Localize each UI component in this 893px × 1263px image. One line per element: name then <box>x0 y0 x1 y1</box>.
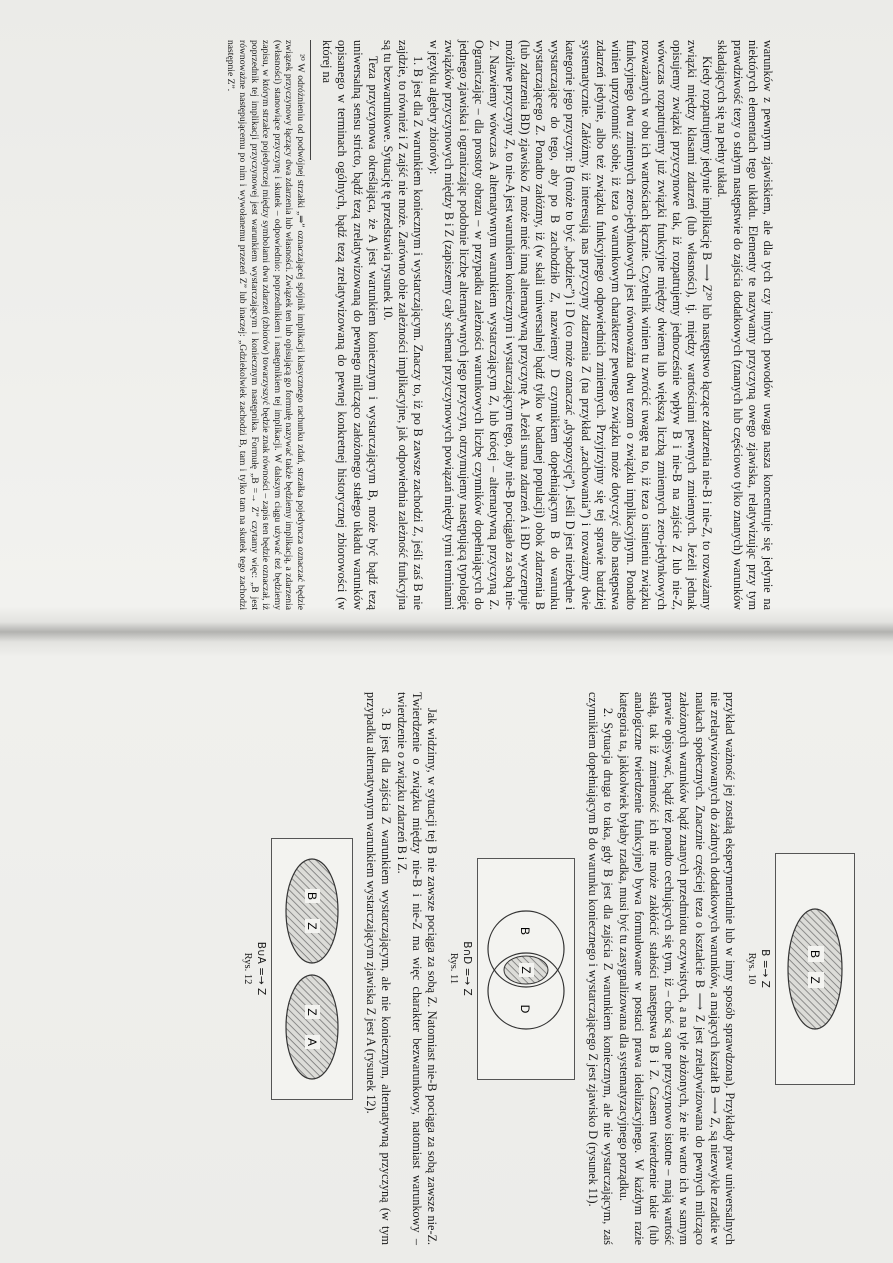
set-label-b: B <box>808 949 822 958</box>
figure-11-caption: Rys. 11 <box>447 952 459 985</box>
right-page <box>0 632 893 1263</box>
set-label-a: A <box>304 1037 319 1046</box>
footnote-rule <box>310 40 311 160</box>
set-label-z: Z <box>808 975 822 984</box>
paragraph: 2. Sytuacja druga to taka, gdy B jest dla zajścia Z warunkiem koniecznym, ale nie wystarczającym, zaś czynnikiem dopełniającym B do warunku koniecznego i wystarczającego Z jest zjawisko D (rysunek 11). <box>586 692 616 1245</box>
paragraph: Kiedy rozpatrujemy jedynie implikację B ⟶ Z²⁰ lub następstwo łączące zdarzenia nie-B i nie-Z, to rozważamy związki między klasami zdarzeń (lub własności), tj. między wartościami pewnych zmiennych. Jeżeli jednak opisujemy związki przyczynowe tak, iż rozpatrujemy jednocześnie wpływ B i nie-B na zajście Z lub nie-Z, wówczas rozpatrujemy już związki funkcyjne między dwiema lub większą liczbą zmiennych zero-jedynkowych rozważanych w obu ich wartościach łącznie. Czytelnik winien tu zwrócić uwagę na to, iż teza o istnieniu związku funkcyjnego dwu zmiennych zero-jedynkowych jest równoważna dwu tezom o związku implikacyjnym. Ponadto winien uprzytomnić sobie, iż teza o warunkowym charakterze pewnego związku może dotyczyć albo następstwa zdarzeń jedynie, albo też związku funkcyjnego odpowiednich zmiennych. Przyjrzyjmy się tej sprawie bardziej systematycznie. Załóżmy, iż interesują nas przyczyny zdarzenia Z (na przykład „zachowania”) i rozważmy dwie kategorie jego przyczyn: B (może to być „bodziec”) i D (co może oznaczać „dyspozycję”). Jeśli D jest niezbędne i wystarczające do tego, aby po B zachodziło Z, nazwiemy D czynnikiem dopełniającym B do warunku wystarczającego Z. Ponadto załóżmy, iż (w skali uniwersalnej bądź tylko w badanej populacji) obok zdarzenia B (lub zdarzenia BD) zjawisko Z może mieć inną alternatywną przyczynę A. Jeżeli suma zdarzeń A i BD wyczerpuje możliwe przyczyny Z, to nie-A jest warunkiem koniecznym i wystarczającym tego, aby nie-B pociągało za sobą nie-Z. Nazwiemy wówczas A alternatywnym warunkiem wystarczającym Z, lub krócej – alternatywną przyczyną Z. Ograniczając – dla prostoty obrazu – w przypadku zależności warunkowych liczbę czynników dopełniających do jednego zjawiska i ograniczając podobnie liczbę alternatywnych jego przyczyn, otrzymujemy następującą typologię związków przyczynowych między B i Z (zapiszemy cały schemat przyczynowych powiązań między tymi terminami w języku algebry zbiorów): <box>426 40 715 610</box>
set-bz-ellipse <box>788 909 842 1029</box>
figure-10 <box>775 853 855 1085</box>
footnote: ²⁰ W odróżnieniu od podwójnej strzałki „⇒” oznaczającej spójnik implikacji klasycznego rachunku zdań, strzałka pojedyncza oznaczać będzie związek przyczynowy łączący dwa zdarzenia lub własności. Związek ten lub opisującą go formułę nazywać także będziemy implikacją, a zdarzenia (własności) stanowiące przyczynę i skutek – odpowiednio: poprzednikiem i następnikiem tej implikacji. W dalszym ciągu używać też będziemy zapisu, w którym strzałce pojedynczej między symbolami dwu zdarzeń (zbiorów) towarzyszyć będzie znak równości – zapis ten będzie oznaczał, iż poprzednik tej implikacji przyczynowej jest warunkiem wystarczającym i koniecznym następnika. Formułę „B =→ Z” czytamy więc: „B jest równoważne następującemu po nim i wywołanemu przezeń Z” lub inaczej: „Gdziekolwiek zachodzi B, tam i tylko tam na skutek tego zachodzi następnie Z”. <box>225 40 306 610</box>
set-za-ellipse <box>286 975 338 1079</box>
figure-12-formula: B∪A =→ Z <box>254 941 267 996</box>
figure-12-caption: Rys. 12 <box>241 952 253 985</box>
figure-12-diagram <box>272 839 352 1099</box>
figure-10-caption: Rys. 10 <box>746 952 757 985</box>
set-label-b: B <box>517 926 532 935</box>
figure-11-diagram <box>478 859 574 1079</box>
figure-12 <box>271 838 353 1100</box>
set-label-z: Z <box>518 965 533 974</box>
paragraph: Teza przyczynowa określająca, że A jest warunkiem koniecznym i wystarczającym B, może być bądź tezą uniwersalną sensu stricto, bądź tezą zrelatywizowaną do pewnego milcząco założonego stałego układu warunków opisanego w terminach ogólnych, bądź tezą zrelatywizowaną do pewnej konkretnej historycznej zbiorowości (w której na <box>320 40 380 610</box>
paragraph: Jak widzimy, w sytuacji tej B nie zawsze pociąga za sobą Z. Natomiast nie-B pociąga za sobą zawsze nie-Z. Twierdzenie o związku między nie-B i nie-Z ma więc charakter bezwarunkowy, natomiast warunkowy – twierdzenie o związku zdarzeń B i Z. <box>394 692 439 1245</box>
figure-11 <box>477 858 575 1080</box>
figure-11-formula: B∩D =→ Z <box>460 941 473 996</box>
set-label-z: Z <box>304 921 319 930</box>
set-label-z: Z <box>304 1007 319 1016</box>
paragraph: 1. B jest dla Z warunkiem koniecznym i wystarczającym. Znaczy to, iż po B zawsze zachodzi Z, jeśli zaś B nie zajdzie, to również i Z zajść nie może. Zarówno obie zależności implikacyjne, jak odpowiednia zależność funkcyjna są tu bezwarunkowe. Sytuację tę przedstawia rysunek 10. <box>380 40 426 610</box>
set-label-b: B <box>304 891 319 900</box>
figure-10-diagram <box>776 854 854 1084</box>
set-label-d: D <box>517 1004 532 1013</box>
set-bz-ellipse <box>286 859 338 963</box>
figure-10-formula: B =→ Z <box>759 949 771 988</box>
paragraph: przykład ważność jej zostałą eksperymentalnie lub w inny sposób sprawdzona). Przykłady praw uniwersalnych nie zrelatywizowanych do żadnych dodatkowych warunków, a mających kształt B ⟶ Z, są niezwykle rzadkie w naukach społecznych. Znacznie częściej teza o kształcie B ⟶ Z jest zrelatywizowana do pewnych milcząco założonych warunków bądź znanych przedmiotu oczywistych, a na tyle złożonych, że nie warto ich w samym prawie opisywać, bądź też ponadto cechujących się tym, iż – choć są one przyczynowo istotne – mają wartość stałą, tak iż zmienność ich nie może zakłócić stałości następstwa B i Z. Czasem twierdzenie takie (lub analogiczne twierdzenie funkcyjne) bywa formułowane w postaci prawa idealizacyjnego. W każdym razie kategoria ta, jakkolwiek byłaby rzadka, musi być tu zasygnalizowana dla systematyzacyjnego porządku. <box>616 692 737 1245</box>
paragraph: 3. B jest dla zajścia Z warunkiem wystarczającym, ale nie koniecznym, alternatywną przyczyną (w tym przypadku alternatywnym warunkiem wystarczającym zjawiska Z jest A (rysunek 12). <box>364 692 394 1245</box>
paragraph: warunków z pewnym zjawiskiem, ale dla tych czy innych powodów uwaga nasza koncentruje się jedynie na niektórych elementach tego układu. Elementy te nazywamy przyczyną owego zjawiska, relatywizując przy tym prawdziwość tezy o stałym następstwie do zajścia dodatkowych (znanych lub częściowo tylko znanych) warunków składających się na pełny układ. <box>715 40 775 610</box>
